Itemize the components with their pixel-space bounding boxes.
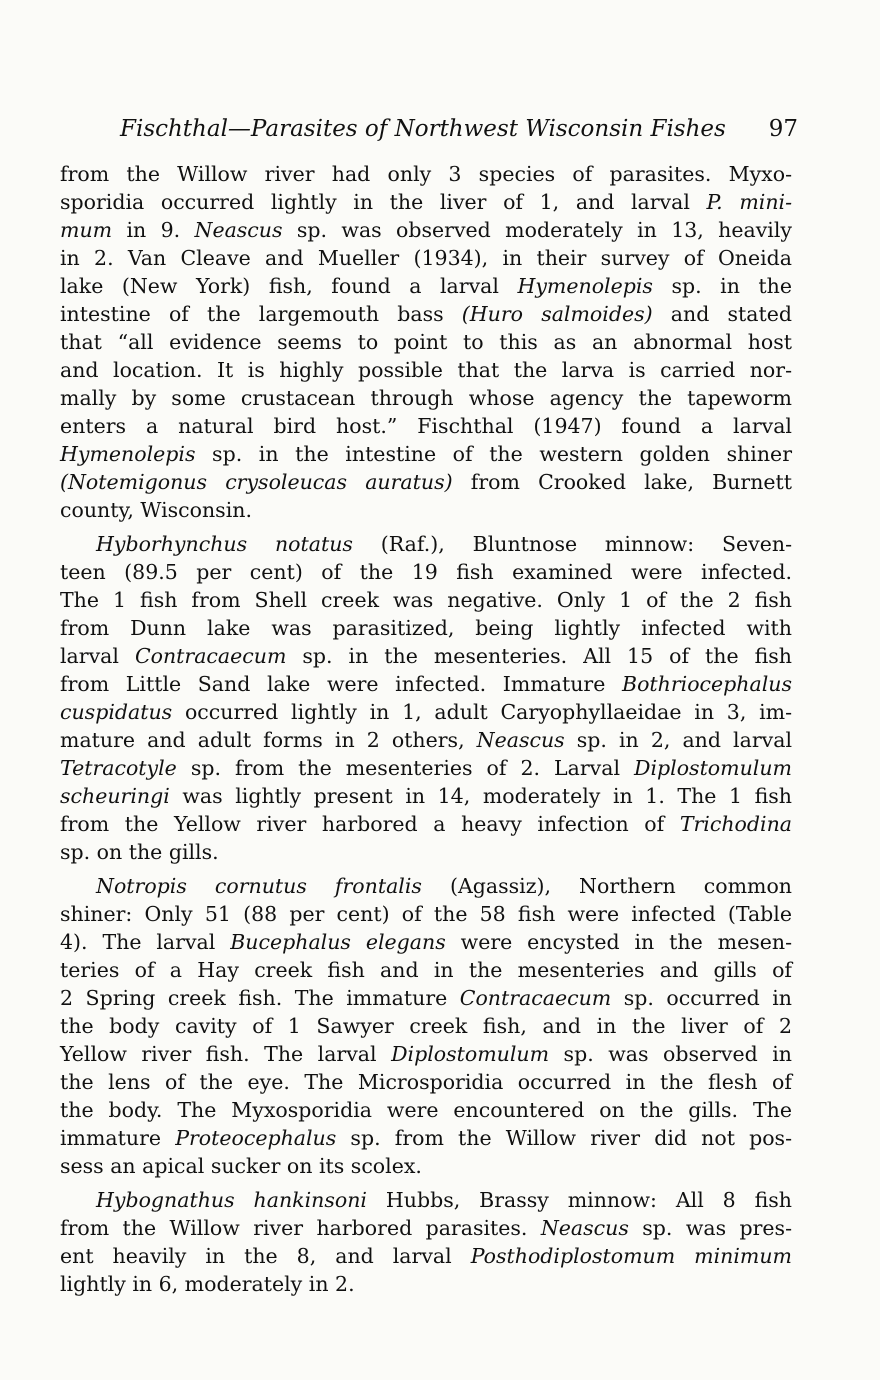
text-line — [60, 838, 792, 866]
paragraph — [60, 160, 792, 524]
text-line — [60, 440, 792, 468]
text-line — [60, 872, 792, 900]
text-run: sp. in the intestine of the western golden shiner — [195, 442, 792, 466]
paragraph — [60, 872, 792, 1180]
text-line — [60, 160, 792, 188]
text-run: county, Wisconsin. — [60, 498, 252, 522]
text-line — [60, 300, 792, 328]
text-run: from Crooked lake, Burnett — [452, 470, 792, 494]
text-run: that “all evidence seems to point to this as an abnormal host — [60, 330, 792, 354]
text-run: lake (New York) fish, found a larval — [60, 274, 518, 298]
text-run: the lens of the eye. The Microsporidia occurred in the flesh of — [60, 1070, 792, 1094]
text-line — [60, 530, 792, 558]
page-number: 97 — [768, 116, 798, 142]
text-run: sp. on the gills. — [60, 840, 219, 864]
text-line — [60, 216, 792, 244]
text-run: and location. It is highly possible that the larva is carried nor- — [60, 358, 792, 382]
text-run: (Agassiz), Northern common — [421, 874, 792, 898]
text-line — [60, 984, 792, 1012]
text-run: from Dunn lake was parasitized, being lightly infected with — [60, 616, 792, 640]
text-run: sp. from the Willow river did not pos- — [336, 1126, 793, 1150]
italic-term: mum — [60, 218, 113, 242]
text-line — [60, 698, 792, 726]
text-line — [60, 188, 792, 216]
text-run: 4). The larval — [60, 930, 231, 954]
text-run: and stated — [652, 302, 792, 326]
text-run: mature and adult forms in 2 others, — [60, 728, 477, 752]
text-line — [60, 754, 792, 782]
text-line — [60, 1096, 792, 1124]
text-line — [60, 412, 792, 440]
text-run: 2 Spring creek fish. The immature — [60, 986, 460, 1010]
text-line — [60, 468, 792, 496]
text-run: from Little Sand lake were infected. Immature — [60, 672, 622, 696]
text-run: sp. from the mesenteries of 2. Larval — [176, 756, 635, 780]
italic-term: Contracaecum — [459, 986, 612, 1010]
text-line — [60, 1040, 792, 1068]
text-run: shiner: Only 51 (88 per cent) of the 58 fish were infected (Table — [60, 902, 792, 926]
text-run: teen (89.5 per cent) of the 19 fish examined were infected. — [60, 560, 792, 584]
text-run: from the Yellow river harbored a heavy infection of — [60, 812, 680, 836]
text-line — [60, 586, 792, 614]
text-line — [60, 1270, 792, 1298]
text-line — [60, 1012, 792, 1040]
text-run: Hubbs, Brassy minnow: All 8 fish — [366, 1188, 792, 1212]
text-run: in 9. — [112, 218, 195, 242]
text-run: sp. in 2, and larval — [564, 728, 792, 752]
italic-term: Hybognathus hankinsoni — [96, 1188, 367, 1212]
body-text — [60, 160, 792, 1304]
text-run: sess an apical sucker on its scolex. — [60, 1154, 422, 1178]
text-run: larval — [60, 644, 135, 668]
text-line — [60, 356, 792, 384]
text-line — [60, 782, 792, 810]
italic-term: Diplostomulum — [391, 1042, 550, 1066]
text-run: immature — [60, 1126, 176, 1150]
text-run: sp. was observed moderately in 13, heavily — [282, 218, 793, 242]
italic-term: Bothriocephalus — [622, 672, 792, 696]
text-line — [60, 642, 792, 670]
text-line — [60, 928, 792, 956]
text-run: mally by some crustacean through whose agency the tapeworm — [60, 386, 792, 410]
italic-term: Contracaecum — [134, 644, 287, 668]
text-line — [60, 614, 792, 642]
text-run: sp. in the — [652, 274, 793, 298]
italic-term: Neascus — [194, 218, 283, 242]
text-line — [60, 1124, 792, 1152]
text-line — [60, 328, 792, 356]
italic-term: (Huro salmoides) — [461, 302, 653, 326]
italic-term: Trichodina — [679, 812, 792, 836]
text-run: in 2. Van Cleave and Mueller (1934), in their survey of Oneida — [60, 246, 792, 270]
text-line — [60, 384, 792, 412]
text-line — [60, 1242, 792, 1270]
text-run: sporidia occurred lightly in the liver of 1, and larval — [60, 190, 707, 214]
italic-term: Diplostomulum — [634, 756, 792, 780]
italic-term: scheuringi — [60, 784, 170, 808]
italic-term: Proteocephalus — [175, 1126, 337, 1150]
italic-term: Tetracotyle — [60, 756, 177, 780]
text-run: Yellow river fish. The larval — [60, 1042, 392, 1066]
text-run: ent heavily in the 8, and larval — [60, 1244, 471, 1268]
text-run: occurred lightly in 1, adult Caryophyllaeidae in 3, im- — [172, 700, 792, 724]
italic-term: Neascus — [540, 1216, 629, 1240]
italic-term: Hyborhynchus notatus — [96, 532, 353, 556]
italic-term: P. mini- — [706, 190, 793, 214]
text-line — [60, 670, 792, 698]
text-run: sp. in the mesenteries. All 15 of the fish — [286, 644, 792, 668]
italic-term: Hymenolepis — [517, 274, 653, 298]
text-run: was lightly present in 14, moderately in 1. The 1 fish — [169, 784, 792, 808]
text-run: enters a natural bird host.” Fischthal (1947) found a larval — [60, 414, 792, 438]
italic-term: Neascus — [476, 728, 565, 752]
italic-term: (Notemigonus crysoleucas auratus) — [60, 470, 453, 494]
running-title: Fischthal—Parasites of Northwest Wisconsin Fishes — [120, 116, 726, 142]
text-run: the body cavity of 1 Sawyer creek fish, and in the liver of 2 — [60, 1014, 792, 1038]
text-line — [60, 810, 792, 838]
text-run: sp. was pres- — [628, 1216, 793, 1240]
italic-term: Notropis cornutus frontalis — [96, 874, 422, 898]
text-run: from the Willow river harbored parasites. — [60, 1216, 541, 1240]
text-line — [60, 1068, 792, 1096]
text-run: from the Willow river had only 3 species of parasites. Myxo- — [60, 162, 792, 186]
text-run: The 1 fish from Shell creek was negative. Only 1 of the 2 fish — [60, 588, 792, 612]
text-line — [60, 496, 792, 524]
italic-term: Posthodiplostomum minimum — [470, 1244, 792, 1268]
text-line — [60, 1214, 792, 1242]
text-run: the body. The Myxosporidia were encountered on the gills. The — [60, 1098, 792, 1122]
running-head — [120, 112, 798, 146]
italic-term: Hymenolepis — [60, 442, 196, 466]
text-line — [60, 956, 792, 984]
text-run: lightly in 6, moderately in 2. — [60, 1272, 355, 1296]
italic-term: cuspidatus — [60, 700, 173, 724]
text-line — [60, 1186, 792, 1214]
text-run: sp. occurred in — [611, 986, 792, 1010]
text-line — [60, 244, 792, 272]
text-line — [60, 272, 792, 300]
text-run: sp. was observed in — [549, 1042, 792, 1066]
text-run: intestine of the largemouth bass — [60, 302, 462, 326]
text-run: (Raf.), Bluntnose minnow: Seven- — [352, 532, 792, 556]
text-line — [60, 726, 792, 754]
text-line — [60, 900, 792, 928]
text-line — [60, 558, 792, 586]
paragraph — [60, 530, 792, 866]
text-run: teries of a Hay creek fish and in the mesenteries and gills of — [60, 958, 792, 982]
paragraph — [60, 1186, 792, 1298]
italic-term: Bucephalus elegans — [230, 930, 446, 954]
text-run: were encysted in the mesen- — [445, 930, 792, 954]
text-line — [60, 1152, 792, 1180]
